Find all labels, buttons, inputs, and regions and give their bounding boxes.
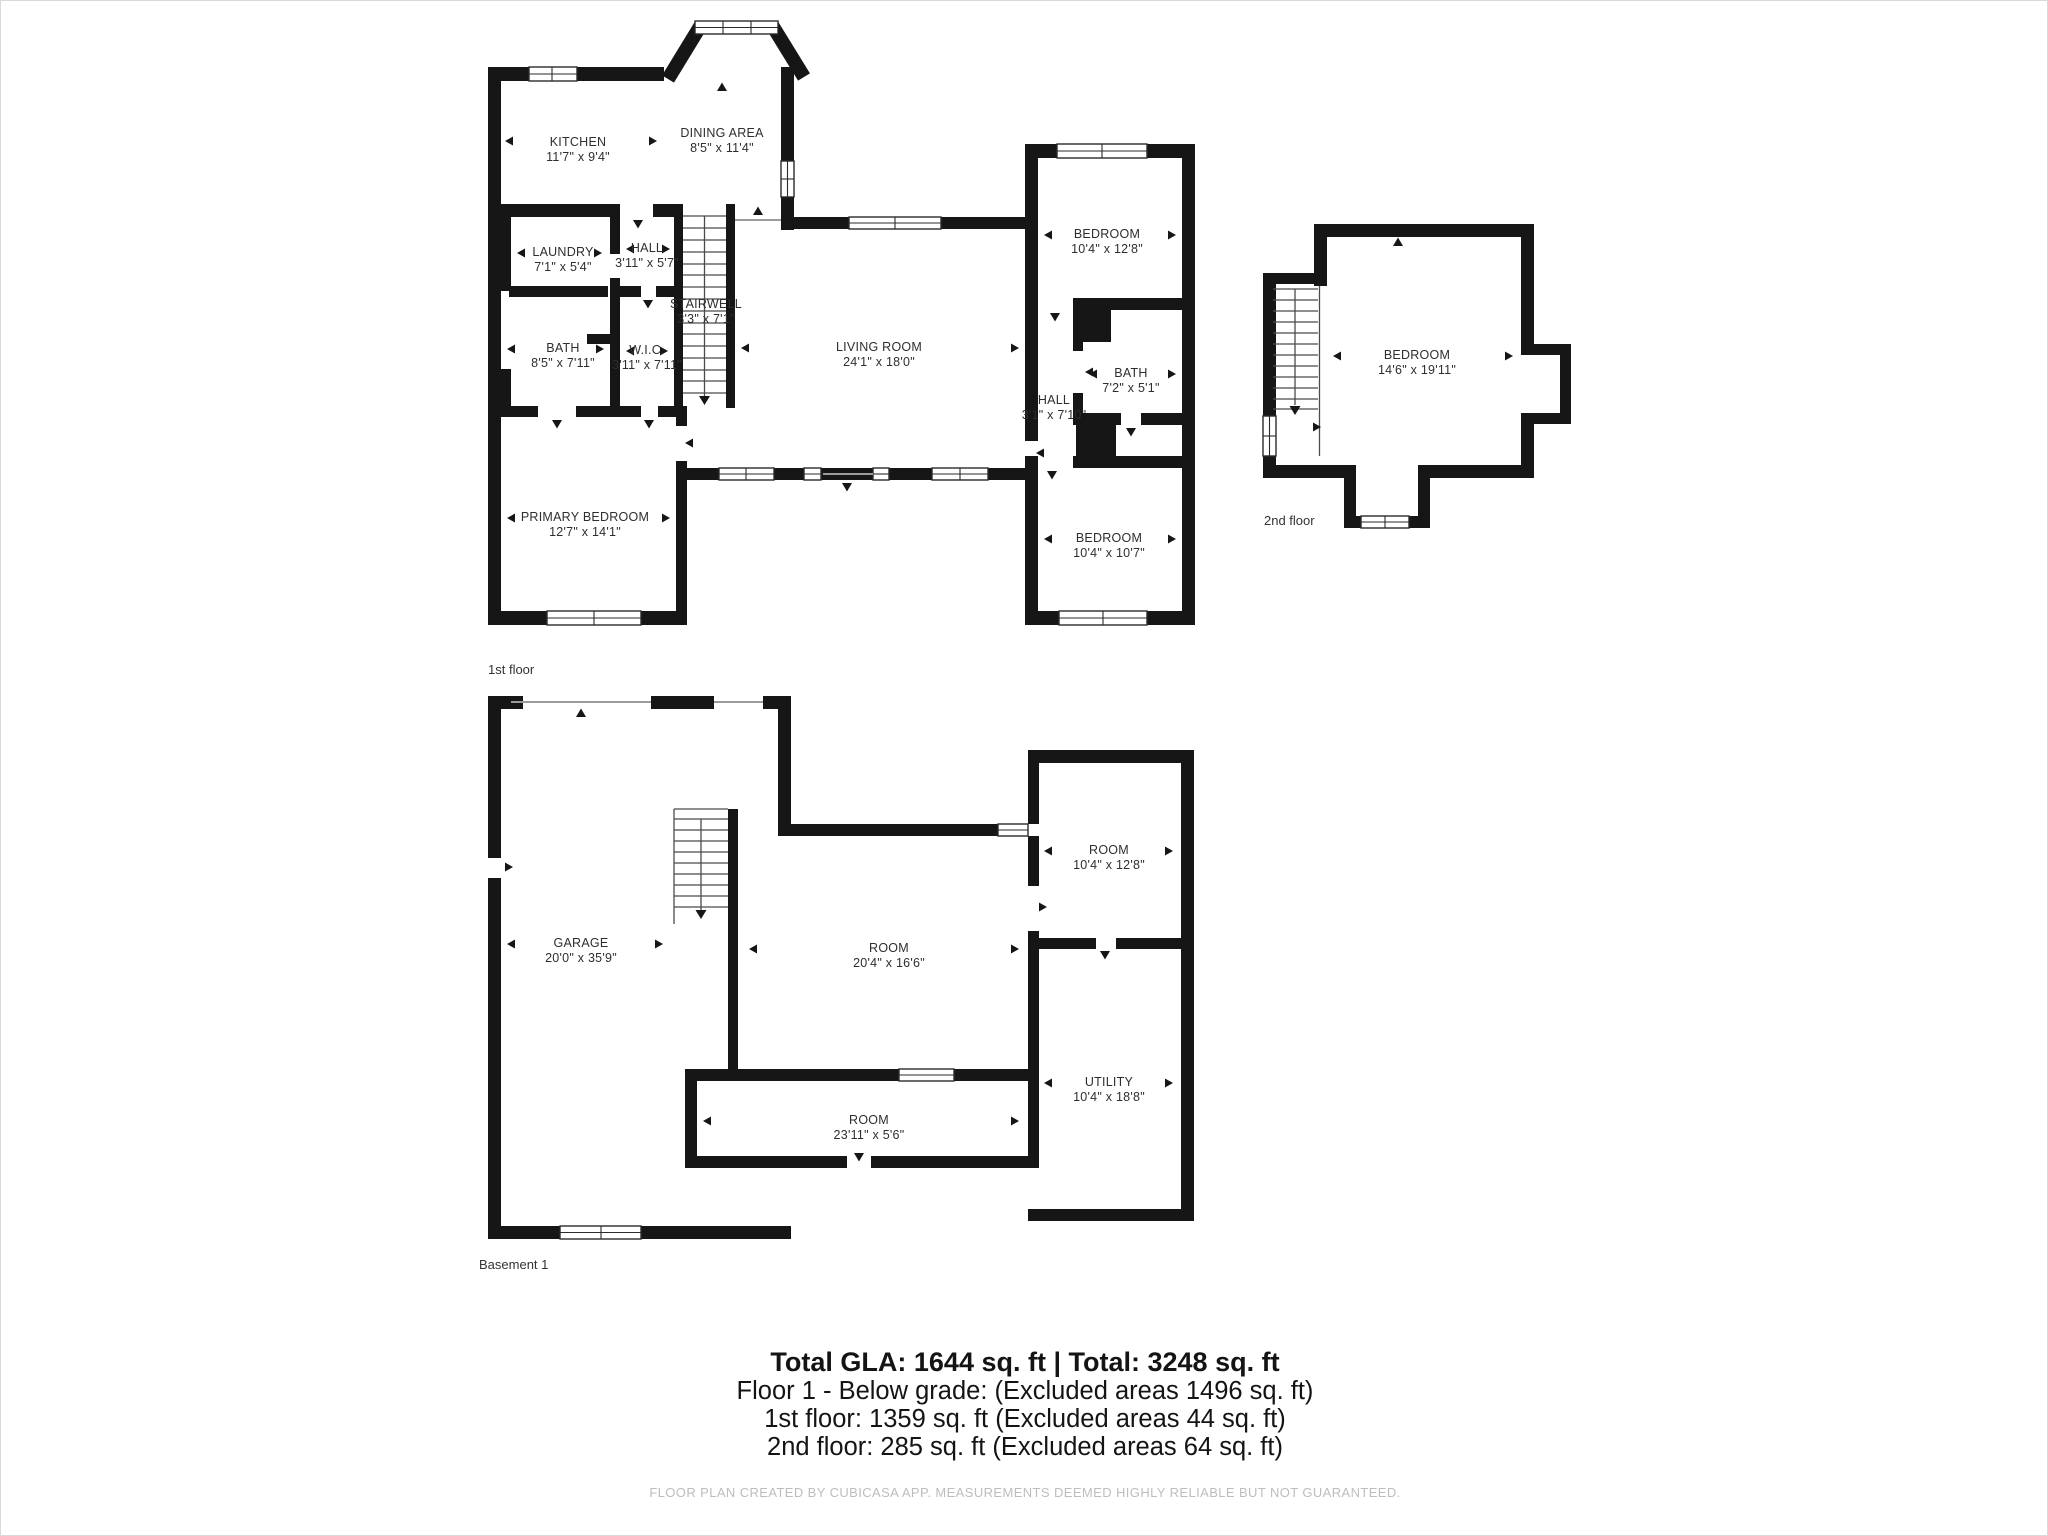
floor-caption-second-floor: 2nd floor bbox=[1264, 513, 1315, 528]
room-label bbox=[680, 126, 763, 156]
room-label bbox=[834, 1113, 905, 1143]
room-dimensions: 7'1" x 5'4" bbox=[534, 260, 592, 274]
room-label bbox=[1073, 843, 1145, 873]
room-name: HALL bbox=[630, 241, 664, 255]
room-name: LAUNDRY bbox=[532, 245, 594, 259]
room-dimensions: 8'5" x 7'11" bbox=[531, 356, 595, 370]
room-dimensions: 12'7" x 14'1" bbox=[549, 525, 621, 539]
room-dimensions: 10'4" x 12'8" bbox=[1071, 242, 1143, 256]
floor-caption-basement-1: Basement 1 bbox=[479, 1257, 549, 1272]
room-label bbox=[670, 297, 742, 327]
room-name: KITCHEN bbox=[549, 135, 607, 149]
second-floor-area-line: 2nd floor: 285 sq. ft (Excluded areas 64 sq. ft) bbox=[767, 1433, 1283, 1461]
room-dimensions: 3'3" x 7'1" bbox=[677, 312, 735, 326]
room-label bbox=[1378, 348, 1456, 378]
floor1-area-line: Floor 1 - Below grade: (Excluded areas 1496 sq. ft) bbox=[736, 1377, 1314, 1405]
room-dimensions: 10'4" x 12'8" bbox=[1073, 858, 1145, 872]
room-name: BEDROOM bbox=[1073, 227, 1141, 241]
room-dimensions: 20'4" x 16'6" bbox=[853, 956, 925, 970]
room-dimensions: 24'1" x 18'0" bbox=[843, 355, 915, 369]
room-label bbox=[615, 241, 679, 271]
room-name: LIVING ROOM bbox=[835, 340, 923, 354]
room-label bbox=[545, 936, 617, 966]
room-dimensions: 3'1" x 7'10" bbox=[1021, 408, 1087, 422]
room-label bbox=[1073, 1075, 1145, 1105]
room-dimensions: 8'5" x 11'4" bbox=[690, 141, 754, 155]
room-name: BEDROOM bbox=[1383, 348, 1451, 362]
room-name: BATH bbox=[546, 341, 580, 355]
room-label bbox=[521, 510, 649, 540]
room-name: BATH bbox=[1114, 366, 1148, 380]
room-label bbox=[546, 135, 610, 165]
room-name: ROOM bbox=[869, 941, 909, 955]
room-name: DINING AREA bbox=[680, 126, 764, 140]
room-name: UTILITY bbox=[1084, 1075, 1134, 1089]
room-dimensions: 14'6" x 19'11" bbox=[1377, 363, 1457, 377]
room-label bbox=[1073, 531, 1145, 561]
room-label bbox=[1071, 227, 1143, 257]
room-label bbox=[532, 245, 593, 275]
room-name: W.I.C. bbox=[629, 343, 665, 357]
room-name: HALL bbox=[1037, 393, 1071, 407]
first-floor-area-line: 1st floor: 1359 sq. ft (Excluded areas 44 sq. ft) bbox=[764, 1405, 1286, 1433]
room-label bbox=[853, 941, 925, 971]
labels-layer bbox=[1, 1, 2048, 1536]
room-label bbox=[836, 340, 922, 370]
room-dimensions: 11'7" x 9'4" bbox=[546, 150, 610, 164]
room-dimensions: 7'2" x 5'1" bbox=[1102, 381, 1160, 395]
cubicasa-credit: FLOOR PLAN CREATED BY CUBICASA APP. MEASUREMENTS DEEMED HIGHLY RELIABLE BUT NOT GUARANTEED. bbox=[649, 1485, 1401, 1500]
room-label bbox=[1022, 393, 1087, 423]
room-label bbox=[531, 341, 595, 371]
area-summary bbox=[1, 1347, 2048, 1461]
room-name: ROOM bbox=[849, 1113, 889, 1127]
room-label bbox=[1102, 366, 1159, 396]
room-dimensions: 20'0" x 35'9" bbox=[545, 951, 617, 965]
room-name: ROOM bbox=[1089, 843, 1129, 857]
room-dimensions: 3'11" x 7'11" bbox=[612, 358, 682, 372]
floor-caption-first-floor: 1st floor bbox=[488, 662, 535, 677]
room-dimensions: 23'11" x 5'6" bbox=[833, 1128, 905, 1142]
room-dimensions: 10'4" x 18'8" bbox=[1073, 1090, 1145, 1104]
room-name: STAIRWELL bbox=[670, 297, 742, 311]
room-label bbox=[612, 343, 682, 373]
total-gla-line: Total GLA: 1644 sq. ft | Total: 3248 sq. ft bbox=[770, 1347, 1280, 1377]
room-dimensions: 3'11" x 5'7" bbox=[615, 256, 679, 270]
room-dimensions: 10'4" x 10'7" bbox=[1073, 546, 1145, 560]
room-name: BEDROOM bbox=[1075, 531, 1143, 545]
room-name: PRIMARY BEDROOM bbox=[520, 510, 650, 524]
room-name: GARAGE bbox=[553, 936, 609, 950]
